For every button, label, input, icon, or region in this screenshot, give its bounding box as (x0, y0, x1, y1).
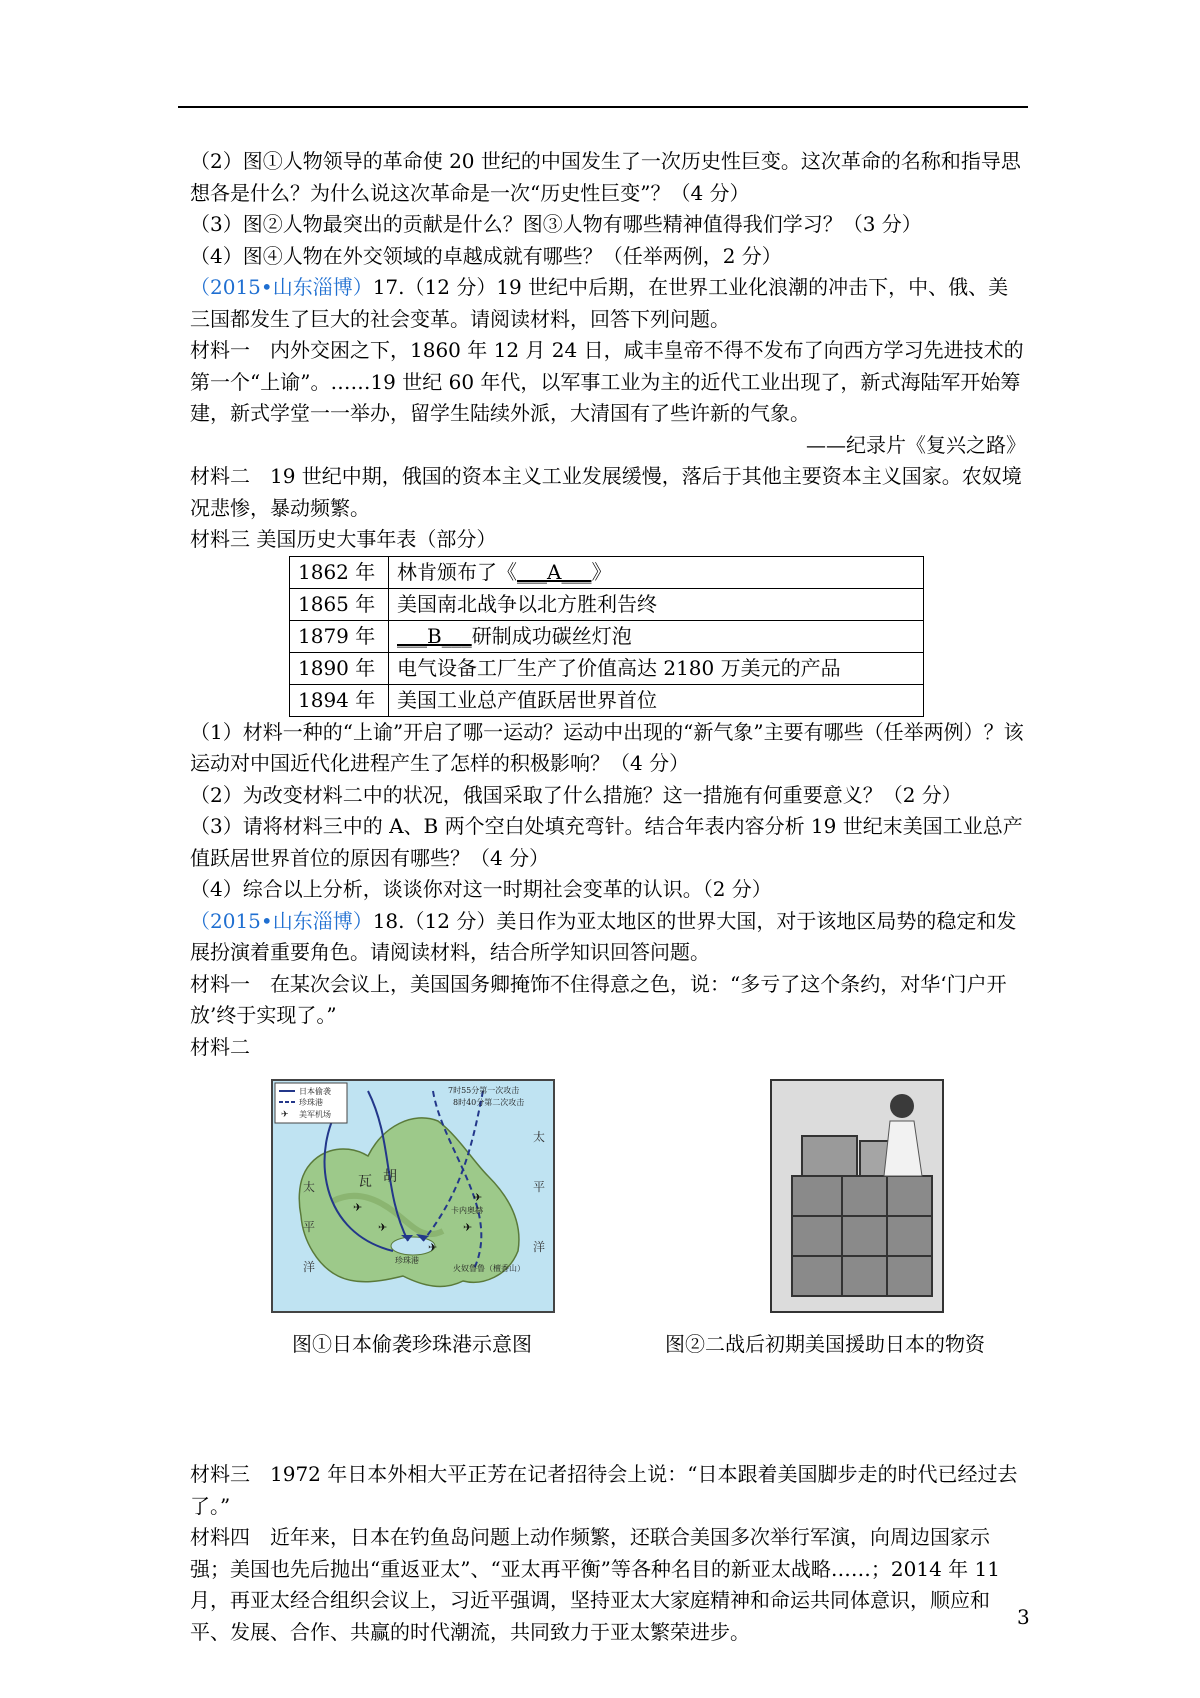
q17-material-2: 材料二 19 世纪中期，俄国的资本主义工业发展缓慢，落后于其他主要资本主义国家。农奴境况悲惨，暴动频繁。 (190, 464, 1022, 520)
event-cell: 美国南北战争以北方胜利告终 (389, 588, 924, 620)
svg-text:瓦: 瓦 (358, 1174, 372, 1190)
figure-1-caption: 图①日本偷袭珍珠港示意图 (292, 1332, 532, 1356)
year-cell: 1894 年 (290, 684, 389, 716)
figures (190, 1069, 1026, 1459)
svg-text:火奴鲁鲁（檀香山）: 火奴鲁鲁（檀香山） (453, 1264, 525, 1273)
svg-text:太: 太 (303, 1180, 316, 1194)
svg-text:✈: ✈ (473, 1191, 483, 1204)
table-row (290, 620, 924, 652)
q17-material-1-source: ——纪录片《复兴之路》 (806, 432, 1026, 457)
year-cell: 1865 年 (290, 588, 389, 620)
svg-text:✈: ✈ (281, 1110, 289, 1120)
q17-question-1: （1）材料一种的“上谕”开启了哪一运动？运动中出现的“新气象”主要有哪些（任举两例）？该运动对中国近代化进程产生了怎样的积极影响？（4 分） (190, 719, 1024, 775)
q17-stem: （2015•山东淄博）17.（12 分）19 世纪中后期，在世界工业化浪潮的冲击下，中、俄、美三国都发生了巨大的社会变革。请阅读材料，回答下列问题。 (190, 275, 1009, 331)
svg-text:平: 平 (303, 1220, 316, 1234)
svg-text:洋: 洋 (533, 1240, 546, 1254)
svg-text:珍珠港: 珍珠港 (299, 1098, 323, 1107)
page-number: 3 (1017, 1605, 1030, 1629)
q17-question-2: （2）为改变材料二中的状况，俄国采取了什么措施？这一措施有何重要意义？（2 分） (190, 782, 962, 807)
page-content (190, 146, 1026, 1648)
year-cell: 1879 年 (290, 620, 389, 652)
svg-text:8时40分第二次攻击: 8时40分第二次攻击 (453, 1098, 525, 1107)
svg-text:太: 太 (533, 1130, 546, 1144)
q17-material-1: 材料一 内外交困之下，1860 年 12 月 24 日，咸丰皇帝不得不发布了向西方学习先进技术的第一个“上谕”。……19 世纪 60 年代，以军事工业为主的近代工业出现了，新式海陆军开始筹建，新式学堂一一举办，留学生陆续外派，大清国有了些许新的气象。 (190, 338, 1024, 425)
q18-material-2-title: 材料二 (190, 1034, 250, 1059)
pearl-harbor-map (271, 1079, 555, 1313)
q18-material-1: 材料一 在某次会议上，美国国务卿掩饰不住得意之色，说：“多亏了这个条约，对华‘门户开放’终于实现了。” (190, 971, 1007, 1027)
pearl-harbor-map-image (273, 1081, 553, 1311)
q16-part4: （4）图④人物在外交领域的卓越成就有哪些？（任举两例，2 分） (190, 243, 782, 268)
svg-text:日本偷袭: 日本偷袭 (299, 1087, 331, 1096)
aid-supplies-photo (770, 1079, 944, 1313)
timeline-table (289, 556, 924, 717)
event-cell: 林肯颁布了《___A___》 (389, 556, 924, 588)
q17-question-3: （3）请将材料三中的 A、B 两个空白处填充弯针。结合年表内容分析 19 世纪末美国工业总产值跃居世界首位的原因有哪些？（4 分） (190, 814, 1023, 870)
svg-text:美军机场: 美军机场 (299, 1110, 331, 1119)
svg-text:珍珠港: 珍珠港 (395, 1256, 419, 1265)
svg-text:洋: 洋 (303, 1260, 316, 1274)
q17-source: （2015•山东淄博） (190, 275, 373, 299)
event-cell: 美国工业总产值跃居世界首位 (389, 684, 924, 716)
blank-a: ___A___ (517, 559, 592, 584)
event-cell: ___B___研制成功碳丝灯泡 (389, 620, 924, 652)
svg-text:胡: 胡 (383, 1169, 397, 1185)
table-row (290, 652, 924, 684)
q17-question-4: （4）综合以上分析，谈谈你对这一时期社会变革的认识。（2 分） (190, 877, 772, 901)
year-cell: 1862 年 (290, 556, 389, 588)
svg-text:7时55分第一次攻击: 7时55分第一次攻击 (448, 1086, 520, 1095)
svg-text:✈: ✈ (428, 1241, 438, 1254)
figure-2-caption: 图②二战后初期美国援助日本的物资 (665, 1332, 985, 1356)
svg-text:✈: ✈ (353, 1201, 363, 1214)
svg-text:卡内奥赫: 卡内奥赫 (451, 1206, 483, 1215)
table-row (290, 588, 924, 620)
q18-material-4: 材料四 近年来，日本在钓鱼岛问题上动作频繁，还联合美国多次举行军演，向周边国家示强；美国也先后抛出“重返亚太”、“亚太再平衡”等各种名目的新亚太战略……；2014 年 11 月，再亚太经合组织会议上，习近平强调，坚持亚太大家庭精神和命运共同体意识，顺应和平、发展、合作、共赢的时代潮流，共同致力于亚太繁荣进步。 (190, 1525, 1000, 1644)
event-cell: 电气设备工厂生产了价值高达 2180 万美元的产品 (389, 652, 924, 684)
q18-material-3: 材料三 1972 年日本外相大平正芳在记者招待会上说：“日本跟着美国脚步走的时代已经过去了。” (190, 1462, 1018, 1518)
q16-part2: （2）图①人物领导的革命使 20 世纪的中国发生了一次历史性巨变。这次革命的名称和指导思想各是什么？为什么说这次革命是一次“历史性巨变”？（4 分） (190, 149, 1021, 205)
table-row (290, 684, 924, 716)
q18-stem: （2015•山东淄博）18.（12 分）美日作为亚太地区的世界大国，对于该地区局势的稳定和发展扮演着重要角色。请阅读材料，结合所学知识回答问题。 (190, 908, 1017, 964)
q17-material-3-title: 材料三 美国历史大事年表（部分） (190, 527, 497, 551)
year-cell: 1890 年 (290, 652, 389, 684)
svg-text:✈: ✈ (463, 1221, 473, 1234)
q16-part3: （3）图②人物最突出的贡献是什么？图③人物有哪些精神值得我们学习？（3 分） (190, 212, 922, 236)
table-row (290, 556, 924, 588)
header-rule (178, 106, 1028, 108)
svg-text:平: 平 (533, 1180, 546, 1194)
aid-supplies-image (772, 1081, 942, 1311)
svg-text:✈: ✈ (378, 1221, 388, 1234)
blank-b: ___B___ (397, 623, 472, 648)
q18-source: （2015•山东淄博） (190, 908, 373, 933)
